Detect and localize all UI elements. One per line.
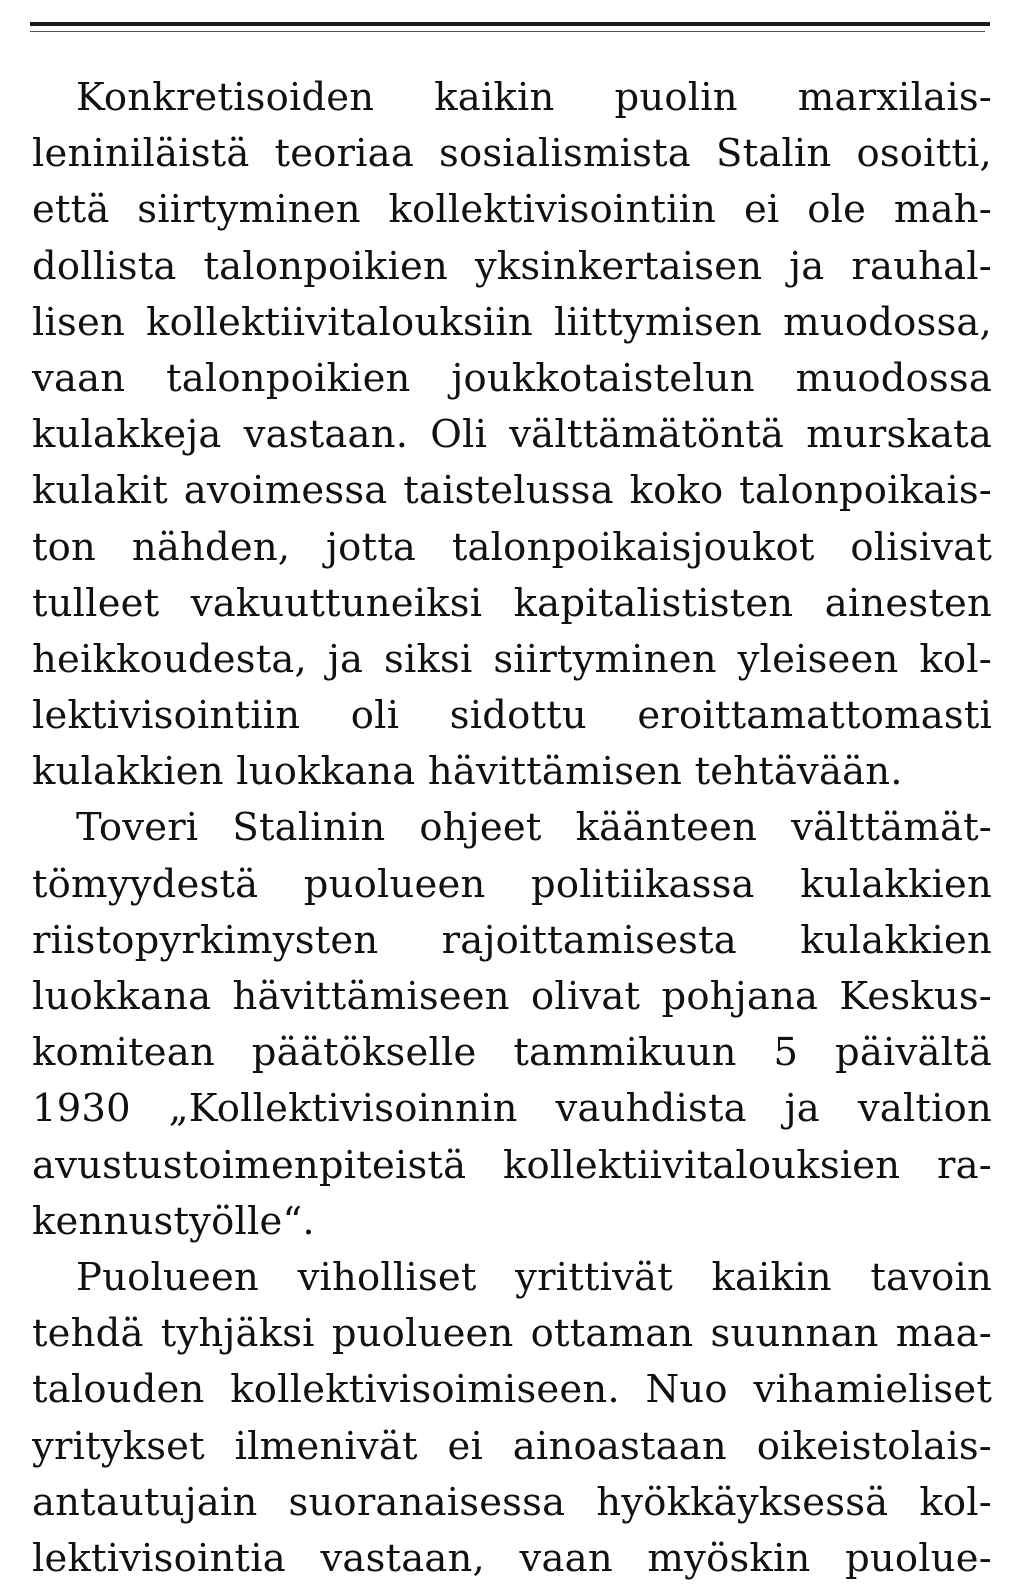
text-line: kennustyölle“. [32, 1198, 315, 1244]
text-line: avustustoimenpiteistä kollektiivitalouksien ra- [32, 1142, 992, 1188]
body-text [32, 70, 992, 1587]
text-line: 1930 „Kollektivisoinnin vauhdista ja valtion [32, 1086, 992, 1132]
text-line: Toveri Stalinin ohjeet käänteen välttämät- [76, 805, 992, 851]
text-line: että siirtyminen kollektivisointiin ei ole mah- [32, 187, 992, 233]
text-line: tehdä tyhjäksi puolueen ottaman suunnan maa- [32, 1311, 992, 1357]
text-line: komitean päätökselle tammikuun 5 päivältä [32, 1030, 992, 1076]
text-line: ton nähden, jotta talonpoikaisjoukot olisivat [32, 524, 992, 570]
text-line: kulakkeja vastaan. Oli välttämätöntä murskata [32, 412, 992, 458]
text-line: leniniläistä teoriaa sosialismista Stalin osoitti, [32, 131, 992, 177]
text-line: yritykset ilmenivät ei ainoastaan oikeistolais- [32, 1423, 992, 1469]
text-line: kulakit avoimessa taistelussa koko talonpoikais- [32, 468, 992, 514]
text-line: antautujain suoranaisessa hyökkäyksessä kol- [32, 1479, 992, 1525]
top-rule-thick [30, 22, 990, 26]
text-line: vaan talonpoikien joukkotaistelun muodossa [32, 355, 992, 401]
text-line: heikkoudesta, ja siksi siirtyminen yleiseen kol- [32, 636, 992, 682]
text-line: tömyydestä puolueen politiikassa kulakkien [32, 861, 992, 907]
text-line: lisen kollektiivitalouksiin liittymisen muodossa, [32, 299, 992, 345]
text-line: tulleet vakuuttuneiksi kapitalististen ainesten [32, 580, 992, 626]
text-line: luokkana hävittämiseen olivat pohjana Keskus- [32, 974, 992, 1019]
paragraph-1 [32, 70, 992, 800]
paragraph-3 [32, 1250, 992, 1587]
text-line: riistopyrkimysten rajoittamisesta kulakkien [32, 917, 992, 963]
text-line: kulakkien luokkana hävittämisen tehtävään. [32, 749, 903, 795]
top-rule-thin [30, 31, 985, 32]
text-line: lektivisointia vastaan, vaan myöskin puolue- [32, 1535, 992, 1581]
text-line: Puolueen viholliset yrittivät kaikin tavoin [76, 1254, 992, 1300]
text-line: talouden kollektivisoimiseen. Nuo vihamieliset [32, 1367, 992, 1413]
paragraph-2 [32, 800, 992, 1250]
text-line: dollista talonpoikien yksinkertaisen ja rauhal- [32, 243, 992, 289]
text-line: lektivisointiin oli sidottu eroittamattomasti [32, 693, 992, 739]
text-line: Konkretisoiden kaikin puolin marxilais- [76, 75, 992, 120]
